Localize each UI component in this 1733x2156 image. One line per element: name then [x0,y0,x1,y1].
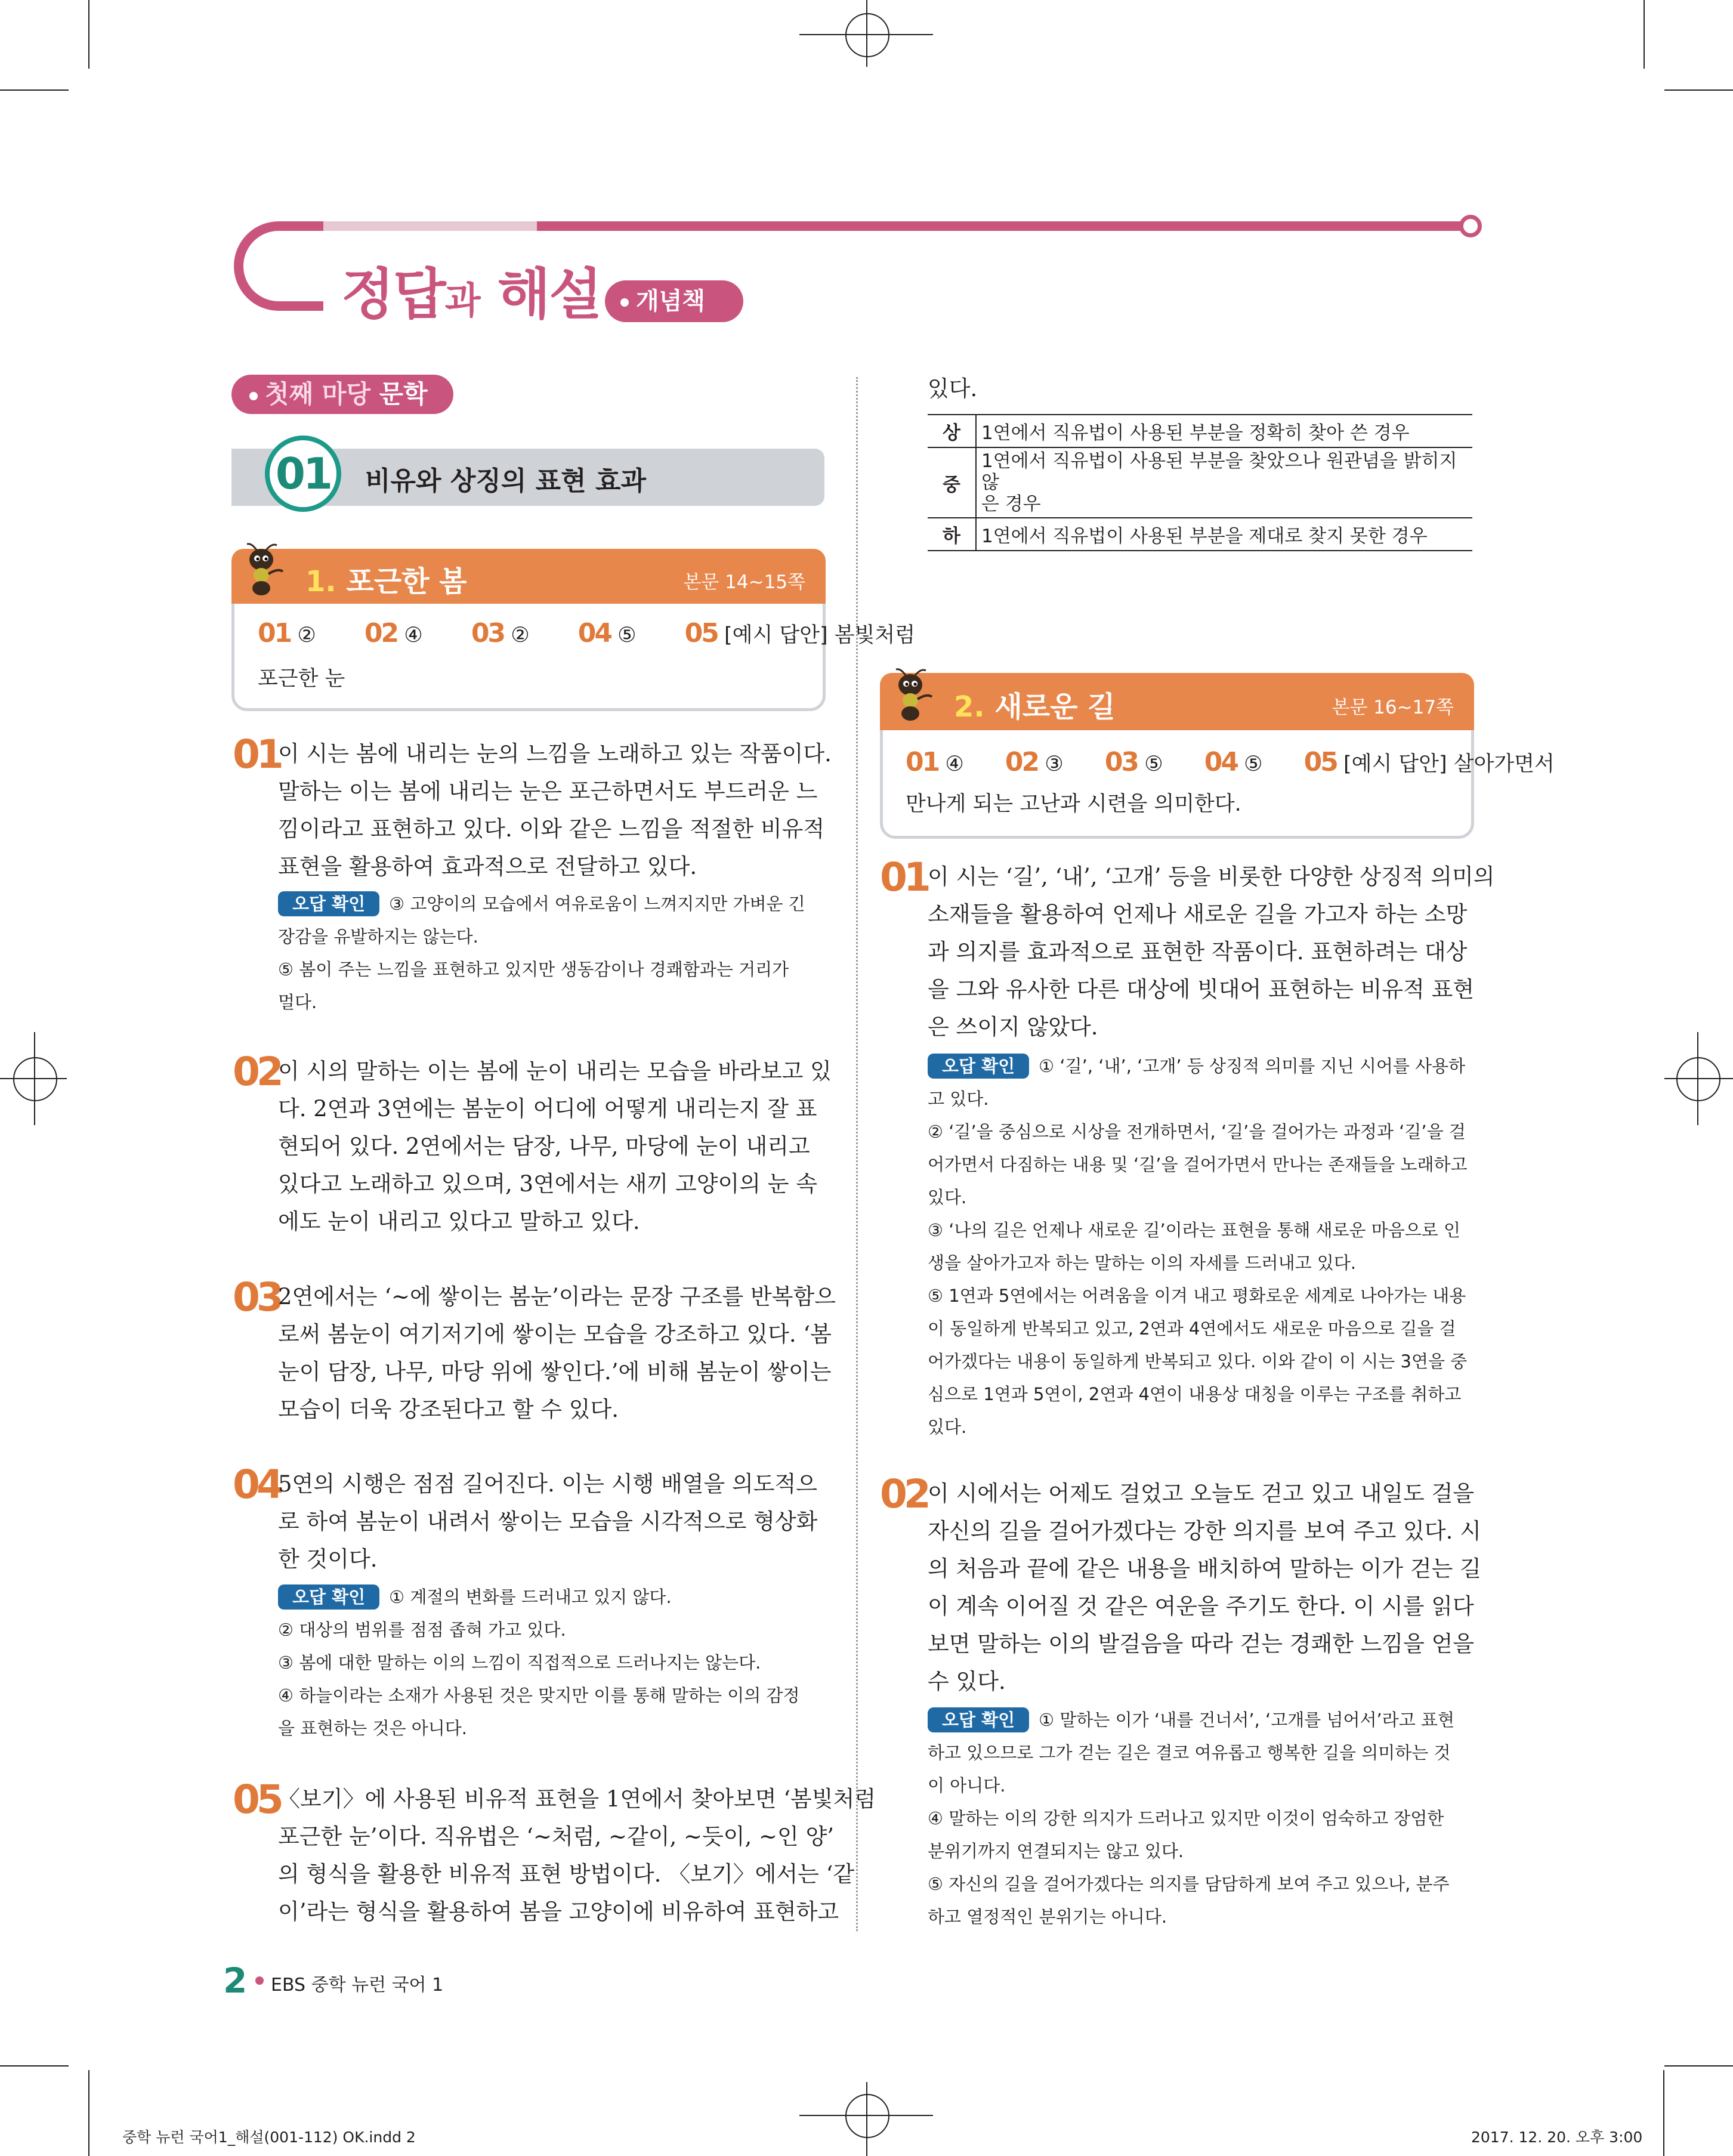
bullet-icon [620,298,629,307]
answer-row: 01 ② 02 ④ 03 ② 04 ⑤ 05 [예시 답안] 봄빛처럼 [258,618,916,648]
registration-mark [845,13,889,57]
item-number: 01 [233,731,280,777]
ant-mascot-icon [239,542,289,597]
wrong-answer-note: 오답 확인 ① 계절의 변화를 드러내고 있지 않다. ② 대상의 범위를 점점 좁혀 가고 있다. ③ 봄에 대한 말하는 이의 느낌이 직접적으로 드러나지는 않는다. ④ 하늘이라는 소재가 사용된 것은 맞지만 이를 통해 말하는 이의 감정 을 표현하는 것은 아니다. [278,1581,800,1745]
item-text: 2연에서는 ‘~에 쌓이는 봄눈’이라는 문장 구조를 반복함으 로써 봄눈이 여기저기에 쌓이는 모습을 강조하고 있다. ‘봄 눈이 담장, 나무, 마당 위에 쌓인다.’에 비해 봄눈이 쌓이는 모습이 더욱 강조된다고 할 수 있다. [278,1284,836,1422]
note-tag: 오답 확인 [278,891,379,916]
answer-row: 01 ④ 02 ③ 03 ⑤ 04 ⑤ 05 [예시 답안] 살아가면서 [906,747,1555,777]
file-slug: 중학 뉴런 국어1_해설(001-112) OK.indd 2 [122,2129,416,2146]
item-number: 01 [880,854,928,900]
item-number: 03 [233,1274,280,1320]
note-tag: 오답 확인 [928,1707,1029,1732]
crop-mark [0,89,69,91]
header-rule-end [1459,215,1482,237]
item-number: 02 [233,1049,280,1095]
item-text: 이 시는 봄에 내리는 눈의 느낌을 노래하고 있는 작품이다. 말하는 이는 봄에 내리는 눈은 포근하면서도 부드러운 느 낌이라고 표현하고 있다. 이와 같은 느낌을 적절한 비유적 표현을 활용하여 효과적으로 전달하고 있다. [278,741,832,879]
registration-line [34,1032,35,1125]
registration-mark [845,2094,889,2138]
bullet-icon [249,392,258,400]
rubric-row: 상 1연에서 직유법이 사용된 부분을 정확히 찾아 쓴 경우 [928,415,1472,447]
unit-title: 비유와 상징의 표현 효과 [365,466,646,496]
answer-row-continued: 만나게 되는 고난과 시련을 의미한다. [906,792,1241,816]
continued-text: 있다. [928,376,978,401]
item-text: 이 시는 ‘길’, ‘내’, ‘고개’ 등을 비롯한 다양한 상징적 의미의 소재들을 활용하여 언제나 새로운 길을 가고자 하는 소망 과 의지를 효과적으로 표현한 작품이다. 표현하려는 대상 을 그와 유사한 다른 대상에 빗대어 표현하는 비유적 표현 은 쓰이지 않았다. [928,864,1495,1040]
registration-line [1664,1078,1733,1079]
registration-mark [13,1057,57,1101]
registration-line [1697,1032,1698,1125]
crop-mark [1664,89,1733,91]
rubric-row: 중 1연에서 직유법이 사용된 부분을 찾았으나 원관념을 밝히지 않 은 경우 [928,447,1472,518]
header-arc [234,221,323,311]
registration-line [866,2082,867,2156]
item-number: 04 [233,1462,280,1508]
registration-line [866,0,867,67]
book-name: EBS 중학 뉴런 국어 1 [271,1975,444,1996]
item-text: 이 시에서는 어제도 걸었고 오늘도 걷고 있고 내일도 걸을 자신의 길을 걸어가겠다는 강한 의지를 보여 주고 있다. 시 의 처음과 끝에 같은 내용을 배치하여 말하는 이가 걷는 길 이 계속 이어질 것 같은 여운을 주기도 한다. 이 시를 읽다 보면 말하는 이의 발걸음을 따라 걷는 경쾌한 느낌을 얻을 수 있다. [928,1481,1481,1694]
crop-mark [0,2065,69,2067]
book-tag: 개념책 [605,280,743,322]
lesson-header: 1. 포근한 봄 본문 14~15쪽 [231,549,826,604]
note-tag: 오답 확인 [928,1054,1029,1079]
page-number: 2 [223,1960,248,2001]
wrong-answer-note: 오답 확인 ① 말하는 이가 ‘내를 건너서’, ‘고개를 넘어서’라고 표현 하고 있으므로 그가 걷는 길은 결코 여유롭고 행복한 길을 의미하는 것 이 아니다. ④ 말하는 이의 강한 의지가 드러나고 있지만 이것이 엄숙하고 장엄한 분위기까지 연결되지는 않고 있다. ⑤ 자신의 길을 걸어가겠다는 의지를 담담하게 보여 주고 있으나, 분주 하고 열정적인 분위기는 아니다. [928,1704,1454,1933]
registration-mark [1676,1057,1720,1101]
crop-mark [1644,0,1645,69]
item-text: 〈보기〉에 사용된 비유적 표현을 1연에서 찾아보면 ‘봄빛처럼 포근한 눈’이다. 직유법은 ‘~처럼, ~같이, ~듯이, ~인 양’ 의 형식을 활용한 비유적 표현 방법이다. 〈보기〉에서는 ‘같 이’라는 형식을 활용하여 봄을 고양이에 비유하여 표현하고 [278,1786,876,1925]
note-tag: 오답 확인 [278,1584,379,1610]
wrong-answer-note: 오답 확인 ③ 고양이의 모습에서 여유로움이 느껴지지만 가벼운 긴 장감을 유발하지는 않는다. ⑤ 봄이 주는 느낌을 표현하고 있지만 생동감이나 경쾌함과는 거리가 멀다. [278,888,805,1019]
ant-mascot-icon [888,667,938,722]
header-rule [537,221,1468,231]
section-label: 첫째 마당 문학 [231,375,453,414]
answer-row-continued: 포근한 눈 [258,667,345,691]
crop-mark [88,2070,89,2156]
footer-bullet [255,1976,264,1985]
rubric-row: 하 1연에서 직유법이 사용된 부분을 제대로 찾지 못한 경우 [928,518,1472,551]
crop-mark [88,0,89,69]
page-title: 정답과 해설 [341,262,601,326]
item-text: 5연의 시행은 점점 길어진다. 이는 시행 배열을 의도적으 로 하여 봄눈이 내려서 쌓이는 모습을 시각적으로 형상화 한 것이다. [278,1471,818,1572]
page-ref: 본문 16~17쪽 [1332,697,1454,718]
lesson-header: 2. 새로운 길 본문 16~17쪽 [880,673,1474,730]
item-number: 05 [233,1777,280,1823]
crop-mark [1663,2070,1664,2156]
unit-number: 01 [265,435,341,512]
wrong-answer-note: 오답 확인 ① ‘길’, ‘내’, ‘고개’ 등 상징적 의미를 지닌 시어를 사용하 고 있다. ② ‘길’을 중심으로 시상을 전개하면서, ‘길’을 걸어가는 과정과 ‘길’을 걸 어가면서 다짐하는 내용 및 ‘길’을 걸어가면서 만나는 존재들을 노래하고 있다. ③ ‘나의 길은 언제나 새로운 길’이라는 표현을 통해 새로운 마음으로 인 생을 살아가고자 하는 말하는 이의 자세를 드러내고 있다. ⑤ 1연과 5연에서는 어려움을 이겨 내고 평화로운 세계로 나아가는 내용 이 동일하게 반복되고 있고, 2연과 4연에서도 새로운 마음으로 길을 걸 어가겠다는 내용이 동일하게 반복되고 있다. 이와 같이 이 시는 3연을 중 심으로 1연과 5연이, 2연과 4연이 내용상 대칭을 이루는 구조를 취하고 있다. [928,1050,1468,1444]
date-slug: 2017. 12. 20. 오후 3:00 [1471,2129,1643,2146]
item-text: 이 시의 말하는 이는 봄에 눈이 내리는 모습을 바라보고 있 다. 2연과 3연에는 봄눈이 어디에 어떻게 내리는지 잘 표 현되어 있다. 2연에서는 담장, 나무, 마당에 눈이 내리고 있다고 노래하고 있으며, 3연에서는 새끼 고양이의 눈 속 에도 눈이 내리고 있다고 말하고 있다. [278,1058,832,1234]
column-divider [856,377,858,1931]
item-number: 02 [880,1471,928,1517]
registration-line [0,1078,67,1079]
scoring-rubric [928,414,1472,551]
crop-mark [1664,2065,1733,2067]
page-ref: 본문 14~15쪽 [683,572,805,593]
